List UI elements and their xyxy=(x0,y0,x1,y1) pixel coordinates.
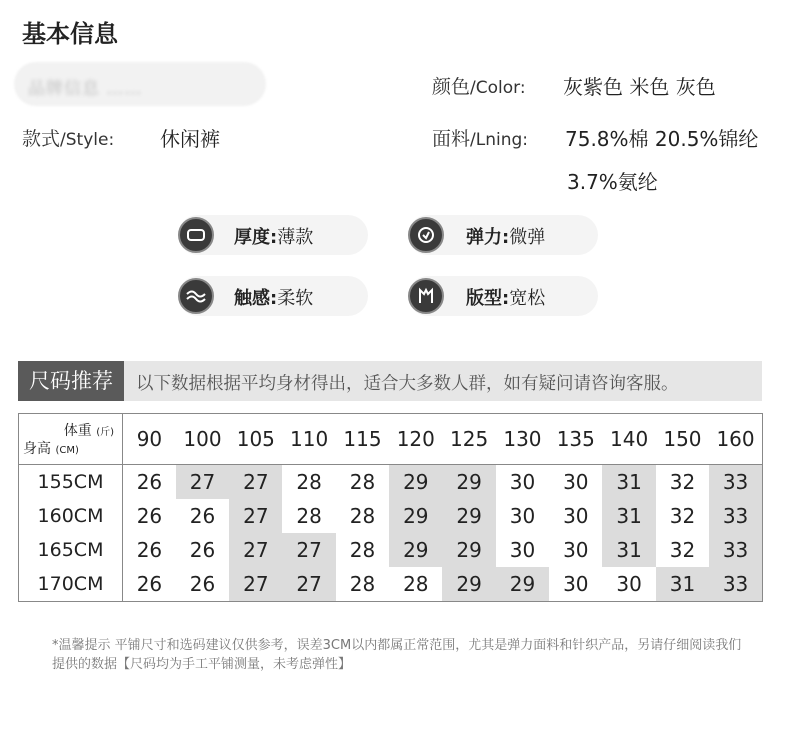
size-cell: 28 xyxy=(296,470,322,494)
height-header xyxy=(23,438,79,458)
size-cell: 26 xyxy=(189,504,216,528)
size-cell: 33 xyxy=(709,499,762,533)
weight-col-header: 120 xyxy=(389,414,442,465)
feature-touch xyxy=(178,276,368,316)
weight-header xyxy=(64,420,114,440)
size-cell: 30 xyxy=(616,572,642,596)
size-cell: 26 xyxy=(136,470,163,494)
size-cell: 33 xyxy=(709,465,762,500)
color-label-en: /Color: xyxy=(470,78,526,98)
size-cell: 28 xyxy=(349,572,376,596)
table-row xyxy=(19,567,763,602)
size-cell: 29 xyxy=(389,465,442,500)
size-table-corner xyxy=(19,414,123,465)
size-cell: 30 xyxy=(509,470,536,494)
fabric-layer-icon xyxy=(178,217,214,253)
weight-col-header: 150 xyxy=(656,414,709,465)
fabric-value-line2: 3.7%氨纶 xyxy=(567,170,658,194)
size-banner-tag: 尺码推荐 xyxy=(18,361,124,401)
color-label-cn: 颜色 xyxy=(432,76,471,98)
size-cell: 32 xyxy=(669,470,696,494)
stretch-text xyxy=(466,223,545,249)
row-height-label: 160CM xyxy=(19,499,123,533)
size-cell: 27 xyxy=(229,465,282,500)
stretch-value: 微弹 xyxy=(509,227,546,248)
height-unit: (CM) xyxy=(55,445,79,456)
size-cell: 27 xyxy=(176,465,229,500)
size-cell: 26 xyxy=(189,572,216,596)
size-table xyxy=(18,413,763,602)
fabric-label-cn: 面料 xyxy=(432,128,471,150)
weight-col-header: 105 xyxy=(229,414,282,465)
weight-col-header: 140 xyxy=(602,414,655,465)
stretch-label: 弹力: xyxy=(466,227,510,248)
row-height-label: 155CM xyxy=(19,465,123,500)
fit-text xyxy=(466,284,545,310)
size-banner-text: 以下数据根据平均身材得出，适合大多数人群，如有疑问请咨询客服。 xyxy=(136,374,679,394)
weight-label: 体重 xyxy=(63,423,92,439)
thickness-text xyxy=(234,223,313,249)
size-table-header-row xyxy=(19,414,763,465)
size-cell: 28 xyxy=(349,538,376,562)
footnote: *温馨提示 平铺尺寸和选码建议仅供参考，误差3CM以内都属正常范围，尤其是弹力面料和针织产品，另请仔细阅读我们提供的数据【尺码均为手工平铺测量，未考虑弹性】 xyxy=(52,638,742,672)
size-cell: 28 xyxy=(403,572,429,596)
table-row xyxy=(19,533,763,567)
size-cell: 32 xyxy=(669,504,696,528)
size-cell: 30 xyxy=(563,470,589,494)
size-cell: 30 xyxy=(563,538,589,562)
feature-stretch xyxy=(408,215,598,255)
fabric-label xyxy=(432,124,528,151)
size-cell: 30 xyxy=(563,572,589,596)
weight-col-header: 100 xyxy=(176,414,229,465)
size-cell: 33 xyxy=(709,567,762,602)
feature-fit xyxy=(408,276,598,316)
size-cell: 31 xyxy=(602,465,655,500)
thickness-label: 厚度: xyxy=(234,227,278,248)
fabric-value-line1: 75.8%棉 20.5%锦纶 xyxy=(565,127,759,151)
size-cell: 28 xyxy=(349,504,376,528)
fit-value: 宽松 xyxy=(509,288,546,309)
size-cell: 29 xyxy=(496,567,549,602)
weight-col-header: 130 xyxy=(496,414,549,465)
style-label-en: /Style: xyxy=(60,130,115,150)
size-cell: 29 xyxy=(442,533,495,567)
touch-value: 柔软 xyxy=(277,288,314,309)
touch-text xyxy=(234,284,313,310)
size-cell: 29 xyxy=(442,499,495,533)
blurred-text: 品牌信息 …… xyxy=(28,79,143,99)
size-cell: 29 xyxy=(442,465,495,500)
size-cell: 31 xyxy=(602,499,655,533)
size-cell: 32 xyxy=(669,538,696,562)
weight-col-header: 160 xyxy=(709,414,762,465)
size-cell: 26 xyxy=(136,572,163,596)
size-cell: 27 xyxy=(229,499,282,533)
feature-thickness xyxy=(178,215,368,255)
size-cell: 31 xyxy=(602,533,655,567)
weight-col-header: 135 xyxy=(549,414,602,465)
thickness-value: 薄款 xyxy=(277,227,314,248)
size-cell: 27 xyxy=(229,567,282,602)
weight-unit: (斤) xyxy=(96,427,114,438)
table-row xyxy=(19,465,763,500)
size-cell: 28 xyxy=(349,470,376,494)
table-row xyxy=(19,499,763,533)
size-cell: 26 xyxy=(136,538,163,562)
style-label xyxy=(22,124,114,151)
style-value: 休闲裤 xyxy=(160,127,220,151)
touch-label: 触感: xyxy=(234,288,278,309)
stretch-icon xyxy=(408,217,444,253)
weight-col-header: 125 xyxy=(442,414,495,465)
blurred-brand-info xyxy=(14,62,266,106)
size-cell: 26 xyxy=(189,538,216,562)
fabric-label-en: /Lning: xyxy=(470,130,529,150)
style-label-cn: 款式 xyxy=(22,128,61,150)
size-cell: 27 xyxy=(282,567,335,602)
weight-col-header: 90 xyxy=(123,414,176,465)
weight-col-header: 115 xyxy=(336,414,389,465)
size-cell: 30 xyxy=(563,504,589,528)
weight-col-header: 110 xyxy=(282,414,335,465)
size-cell: 27 xyxy=(282,533,335,567)
size-cell: 28 xyxy=(296,504,322,528)
color-value: 灰紫色 米色 灰色 xyxy=(563,75,716,99)
size-cell: 33 xyxy=(709,533,762,567)
row-height-label: 165CM xyxy=(19,533,123,567)
size-cell: 29 xyxy=(389,533,442,567)
wave-touch-icon xyxy=(178,278,214,314)
height-label: 身高 xyxy=(23,441,51,457)
section-title: 基本信息 xyxy=(22,20,118,48)
row-height-label: 170CM xyxy=(19,567,123,602)
size-banner xyxy=(18,361,762,401)
size-cell: 30 xyxy=(509,504,536,528)
size-cell: 26 xyxy=(136,504,163,528)
size-cell: 31 xyxy=(656,567,709,602)
size-cell: 29 xyxy=(389,499,442,533)
size-cell: 30 xyxy=(509,538,536,562)
size-cell: 27 xyxy=(229,533,282,567)
fit-shape-icon xyxy=(408,278,444,314)
size-cell: 29 xyxy=(442,567,495,602)
fit-label: 版型: xyxy=(466,288,510,309)
color-label xyxy=(432,72,526,99)
